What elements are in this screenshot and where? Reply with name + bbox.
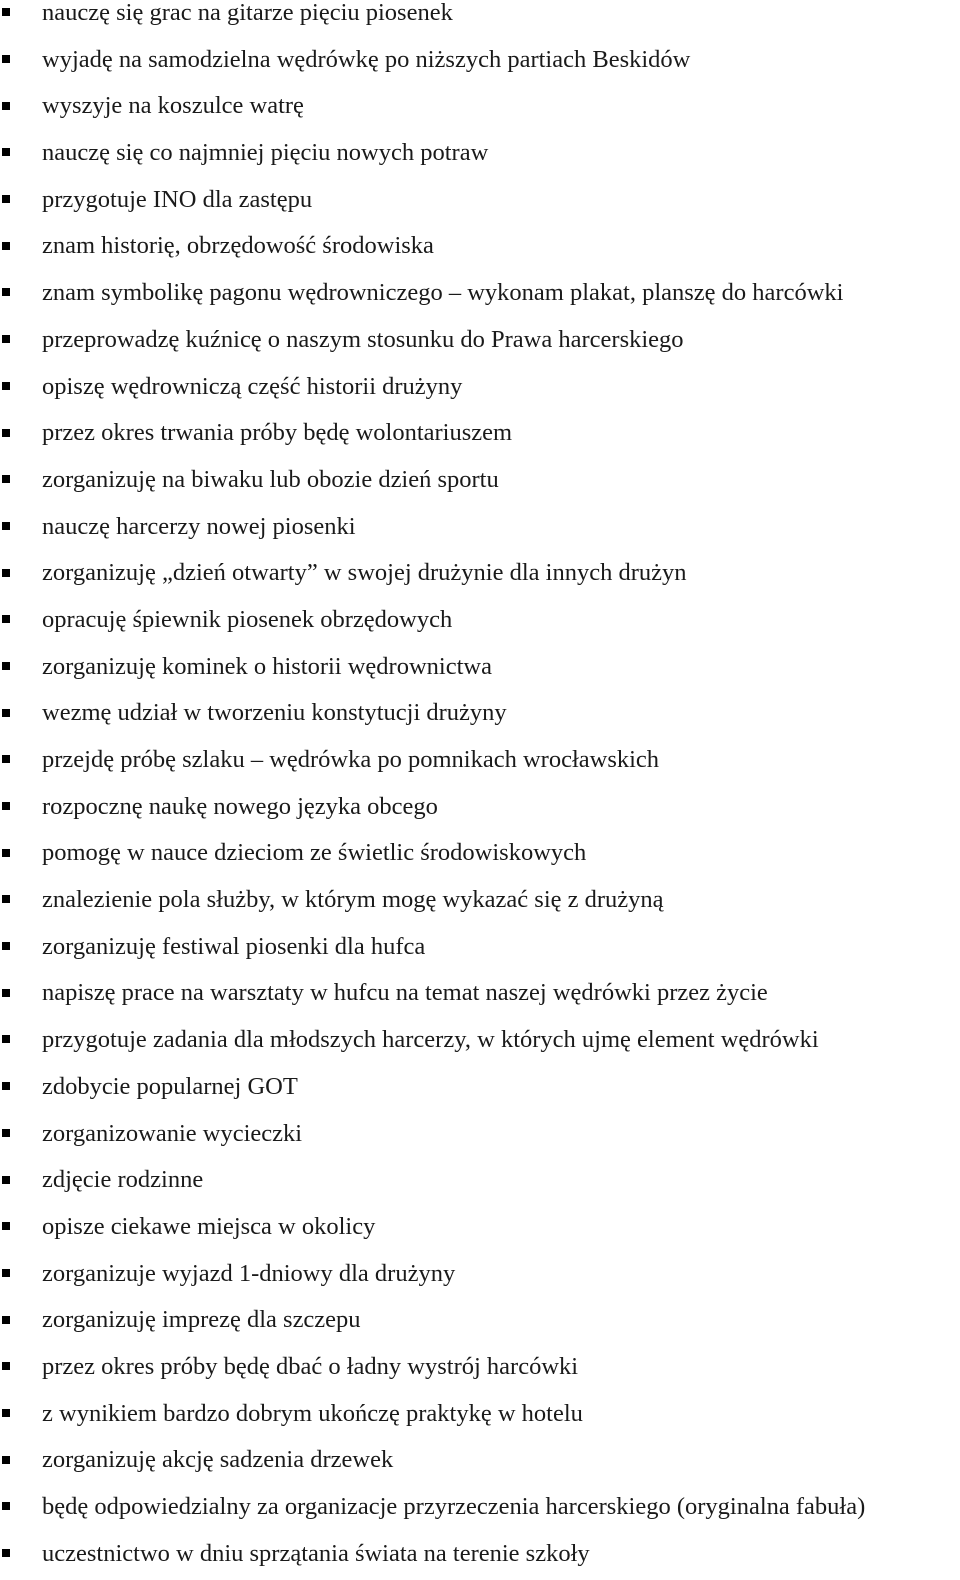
square-bullet-icon bbox=[2, 1176, 10, 1184]
list-item-text: zorganizuję imprezę dla szczepu bbox=[42, 1306, 361, 1334]
list-item bbox=[0, 37, 960, 84]
square-bullet-icon bbox=[2, 1549, 10, 1557]
list-item bbox=[0, 83, 960, 130]
square-bullet-icon bbox=[2, 1409, 10, 1417]
square-bullet-icon bbox=[2, 1362, 10, 1370]
list-item bbox=[0, 270, 960, 317]
list-item-text: rozpocznę naukę nowego języka obcego bbox=[42, 792, 438, 820]
list-item bbox=[0, 1297, 960, 1344]
list-item bbox=[0, 410, 960, 457]
list-item bbox=[0, 1111, 960, 1158]
square-bullet-icon bbox=[2, 288, 10, 296]
list-item-text: przeprowadzę kuźnicę o naszym stosunku do Prawa harcerskiego bbox=[42, 325, 684, 353]
list-item bbox=[0, 130, 960, 177]
list-item bbox=[0, 1157, 960, 1204]
square-bullet-icon bbox=[2, 475, 10, 483]
square-bullet-icon bbox=[2, 1269, 10, 1277]
list-item-text: przez okres trwania próby będę wolontariuszem bbox=[42, 419, 513, 447]
list-item-text: znam historię, obrzędowość środowiska bbox=[42, 232, 434, 260]
list-item bbox=[0, 550, 960, 597]
list-item-text: zorganizuję „dzień otwarty” w swojej drużynie dla innych drużyn bbox=[42, 559, 687, 587]
list-item bbox=[0, 690, 960, 737]
square-bullet-icon bbox=[2, 942, 10, 950]
square-bullet-icon bbox=[2, 895, 10, 903]
list-item-text: pomogę w nauce dzieciom ze świetlic środowiskowych bbox=[42, 839, 587, 867]
list-item-text: znam symbolikę pagonu wędrowniczego – wykonam plakat, planszę do harcówki bbox=[42, 279, 844, 307]
square-bullet-icon bbox=[2, 849, 10, 857]
list-item-text: uczestnictwo w dniu sprzątania świata na terenie szkoły bbox=[42, 1539, 590, 1567]
list-item-text: opiszę wędrowniczą część historii drużyny bbox=[42, 372, 463, 400]
square-bullet-icon bbox=[2, 8, 10, 16]
list-item-text: zorganizuje wyjazd 1-dniowy dla drużyny bbox=[42, 1259, 456, 1287]
square-bullet-icon bbox=[2, 1502, 10, 1510]
list-item-text: przejdę próbę szlaku – wędrówka po pomnikach wrocławskich bbox=[42, 746, 660, 773]
square-bullet-icon bbox=[2, 709, 10, 717]
square-bullet-icon bbox=[2, 429, 10, 437]
list-item-text: zorganizuję akcję sadzenia drzewek bbox=[42, 1446, 394, 1474]
list-item-text: wyjadę na samodzielna wędrówkę po niższych partiach Beskidów bbox=[42, 45, 691, 73]
square-bullet-icon bbox=[2, 569, 10, 577]
list-item bbox=[0, 1437, 960, 1484]
list-item bbox=[0, 0, 960, 37]
square-bullet-icon bbox=[2, 55, 10, 63]
list-item bbox=[0, 1484, 960, 1531]
list-item-text: znalezienie pola służby, w którym mogę wykazać się z drużyną bbox=[42, 886, 664, 914]
list-item-text: zdobycie popularnej GOT bbox=[42, 1072, 298, 1100]
list-item bbox=[0, 737, 960, 784]
list-item bbox=[0, 223, 960, 270]
list-item bbox=[0, 1064, 960, 1111]
list-item-text: zdjęcie rodzinne bbox=[42, 1166, 204, 1194]
list-item-text: napiszę prace na warsztaty w hufcu na temat naszej wędrówki przez życie bbox=[42, 979, 768, 1007]
list-item-text: przygotuje INO dla zastępu bbox=[42, 185, 313, 213]
square-bullet-icon bbox=[2, 615, 10, 623]
list-item-text: będę odpowiedzialny za organizacje przyrzeczenia harcerskiego (oryginalna fabuła) bbox=[42, 1493, 866, 1520]
list-item-text: opisze ciekawe miejsca w okolicy bbox=[42, 1212, 376, 1240]
list-item-text: z wynikiem bardzo dobrym ukończę praktykę w hotelu bbox=[42, 1399, 583, 1427]
list-item bbox=[0, 784, 960, 831]
list-item-text: zorganizuję kominek o historii wędrownictwa bbox=[42, 652, 492, 680]
list-item bbox=[0, 924, 960, 971]
square-bullet-icon bbox=[2, 335, 10, 343]
list-item-text: wezmę udział w tworzeniu konstytucji drużyny bbox=[42, 699, 507, 727]
list-item bbox=[0, 597, 960, 644]
square-bullet-icon bbox=[2, 662, 10, 670]
list-item-text: zorganizuję festiwal piosenki dla hufca bbox=[42, 932, 426, 960]
list-item-text: wyszyje na koszulce watrę bbox=[42, 92, 304, 120]
list-item bbox=[0, 1391, 960, 1438]
square-bullet-icon bbox=[2, 242, 10, 250]
list-item-text: nauczę harcerzy nowej piosenki bbox=[42, 512, 356, 540]
square-bullet-icon bbox=[2, 148, 10, 156]
square-bullet-icon bbox=[2, 1129, 10, 1137]
list-item-text: opracuję śpiewnik piosenek obrzędowych bbox=[42, 605, 453, 633]
list-item bbox=[0, 644, 960, 691]
list-item bbox=[0, 1531, 960, 1578]
list-item bbox=[0, 317, 960, 364]
square-bullet-icon bbox=[2, 1082, 10, 1090]
square-bullet-icon bbox=[2, 802, 10, 810]
list-item-text: nauczę się co najmniej pięciu nowych potraw bbox=[42, 139, 489, 167]
list-item-text: zorganizuję na biwaku lub obozie dzień sportu bbox=[42, 465, 499, 493]
square-bullet-icon bbox=[2, 195, 10, 203]
list-item-text: przygotuje zadania dla młodszych harcerzy, w których ujmę element wędrówki bbox=[42, 1026, 819, 1054]
list-item bbox=[0, 457, 960, 504]
list-item bbox=[0, 504, 960, 551]
square-bullet-icon bbox=[2, 1316, 10, 1324]
list-item bbox=[0, 1017, 960, 1064]
list-item bbox=[0, 1344, 960, 1391]
list-item bbox=[0, 970, 960, 1017]
list-item bbox=[0, 177, 960, 224]
list-item-text: przez okres próby będę dbać o ładny wystrój harcówki bbox=[42, 1352, 579, 1380]
list-item bbox=[0, 364, 960, 411]
square-bullet-icon bbox=[2, 1222, 10, 1230]
square-bullet-icon bbox=[2, 522, 10, 530]
list-item bbox=[0, 1204, 960, 1251]
list-item bbox=[0, 1251, 960, 1298]
list-item-text: zorganizowanie wycieczki bbox=[42, 1119, 303, 1147]
square-bullet-icon bbox=[2, 1035, 10, 1043]
square-bullet-icon bbox=[2, 1456, 10, 1464]
list-item bbox=[0, 877, 960, 924]
list-item bbox=[0, 830, 960, 877]
list-item-text: nauczę się grac na gitarze pięciu piosenek bbox=[42, 0, 453, 26]
square-bullet-icon bbox=[2, 989, 10, 997]
square-bullet-icon bbox=[2, 755, 10, 763]
square-bullet-icon bbox=[2, 102, 10, 110]
square-bullet-icon bbox=[2, 382, 10, 390]
